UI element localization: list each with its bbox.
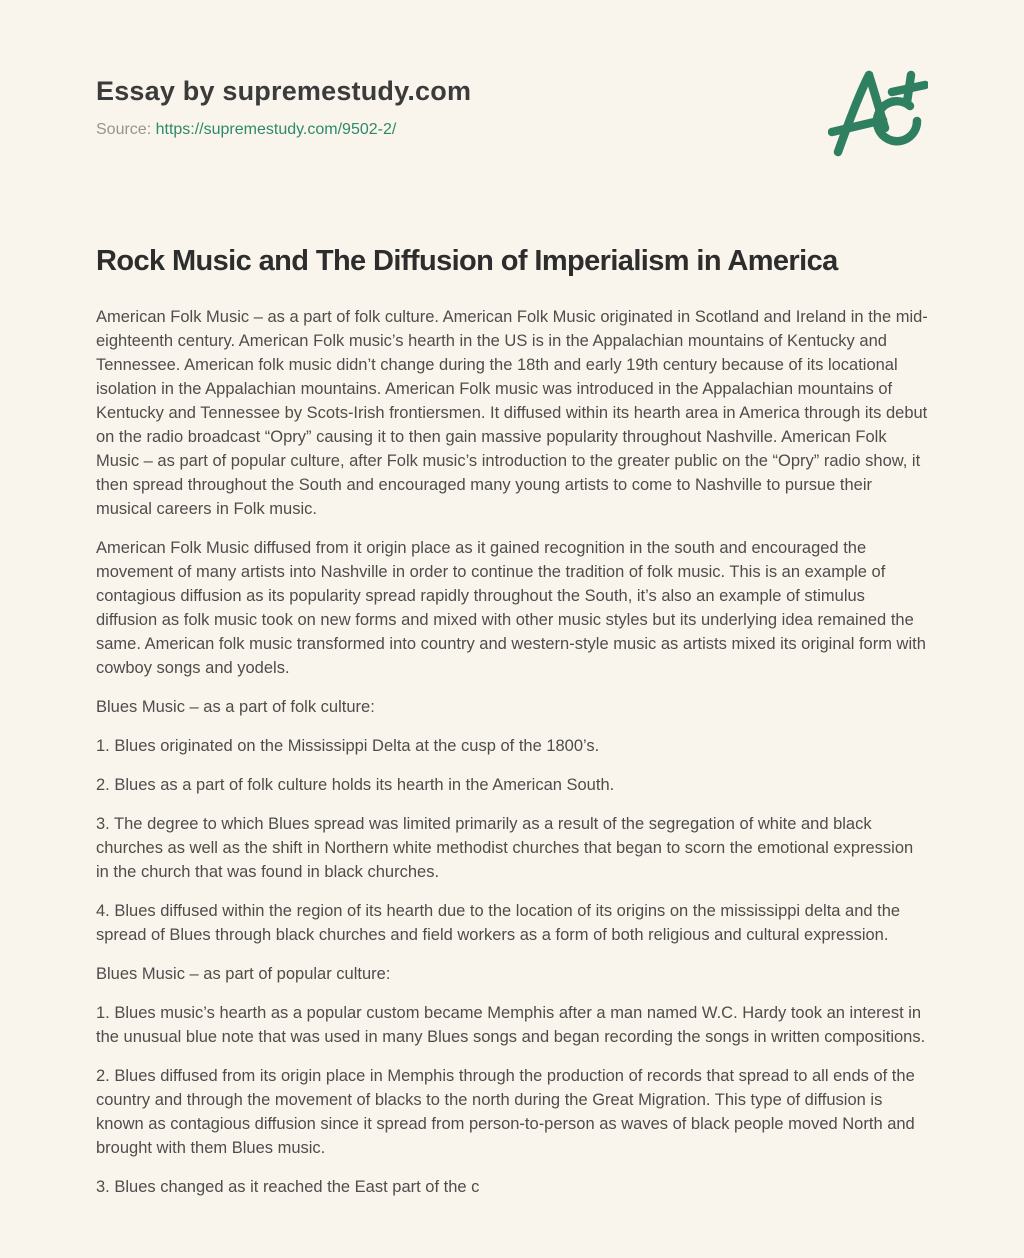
paragraph-blues-folk-heading: Blues Music – as a part of folk culture:	[96, 698, 375, 716]
source-link[interactable]: https://supremestudy.com/9502-2/	[155, 121, 397, 138]
paragraph-blues-folk-item-4: 4. Blues diffused within the region of its hearth due to the location of its origins on the mississippi delta and the spread of Blues through black churches and field workers as a form of both religious and cultural expression.	[96, 902, 901, 944]
paragraph-blues-popular-item-3: 3. Blues changed as it reached the East part of the c	[96, 1178, 480, 1196]
paragraph-blues-popular-heading: Blues Music – as part of popular culture:	[96, 965, 391, 983]
page-header	[96, 76, 928, 139]
essay-title: Rock Music and The Diffusion of Imperialism in America	[96, 245, 838, 277]
paragraph-blues-folk-item-2: 2. Blues as a part of folk culture holds its hearth in the American South.	[96, 776, 615, 794]
essay-body	[96, 305, 928, 1199]
byline: Essay by supremestudy.com	[96, 76, 472, 106]
paragraph-blues-popular-item-2: 2. Blues diffused from its origin place in Memphis through the production of records that spread to all ends of the country and through the movement of blacks to the north during the Great Migration. This type of diffusion is known as contagious diffusion since it spread from person-to-person as waves of black people moved North and brought with them Blues music.	[96, 1067, 915, 1157]
paragraph-folk-diffusion: American Folk Music diffused from it origin place as it gained recognition in the south and encouraged the movement of many artists into Nashville in order to continue the tradition of folk music. This is an example of contagious diffusion as its popularity spread rapidly throughout the South, it’s also an example of stimulus diffusion as folk music took on new forms and mixed with other music styles but its underlying idea remained the same. American folk music transformed into country and western-style music as artists mixed its original form with cowboy songs and yodels.	[96, 539, 926, 677]
paragraph-blues-folk-item-1: 1. Blues originated on the Mississippi Delta at the cusp of the 1800’s.	[96, 737, 600, 755]
paragraph-blues-folk-item-3: 3. The degree to which Blues spread was limited primarily as a result of the segregation of white and black churches as well as the shift in Northern white methodist churches that began to scorn the emotional expression in the church that was found in black churches.	[96, 815, 914, 881]
paragraph-folk-culture: American Folk Music – as a part of folk culture. American Folk Music originated in Scotland and Ireland in the mid-eighteenth century. American Folk music’s hearth in the US is in the Appalachian mountains of Kentucky and Tennessee. American folk music didn’t change during the 18th and early 19th century because of its locational isolation in the Appalachian mountains. American Folk music was introduced in the Appalachian mountains of Kentucky and Tennessee by Scots-Irish frontiersmen. It diffused within its hearth area in America through its debut on the radio broadcast “Opry” causing it to then gain massive popularity throughout Nashville. American Folk Music – as part of popular culture, after Folk music’s introduction to the greater public on the “Opry” radio show, it then spread throughout the South and encouraged many young artists to come to Nashville to pursue their musical careers in Folk music.	[96, 308, 928, 518]
essay-content	[96, 245, 928, 1199]
paragraph-blues-popular-item-1: 1. Blues music’s hearth as a popular custom became Memphis after a man named W.C. Hardy took an interest in the unusual blue note that was used in many Blues songs and began recording the songs in written compositions.	[96, 1004, 926, 1046]
a-plus-logo-icon	[828, 66, 928, 162]
source-line	[96, 121, 928, 139]
source-label: Source:	[96, 121, 152, 138]
